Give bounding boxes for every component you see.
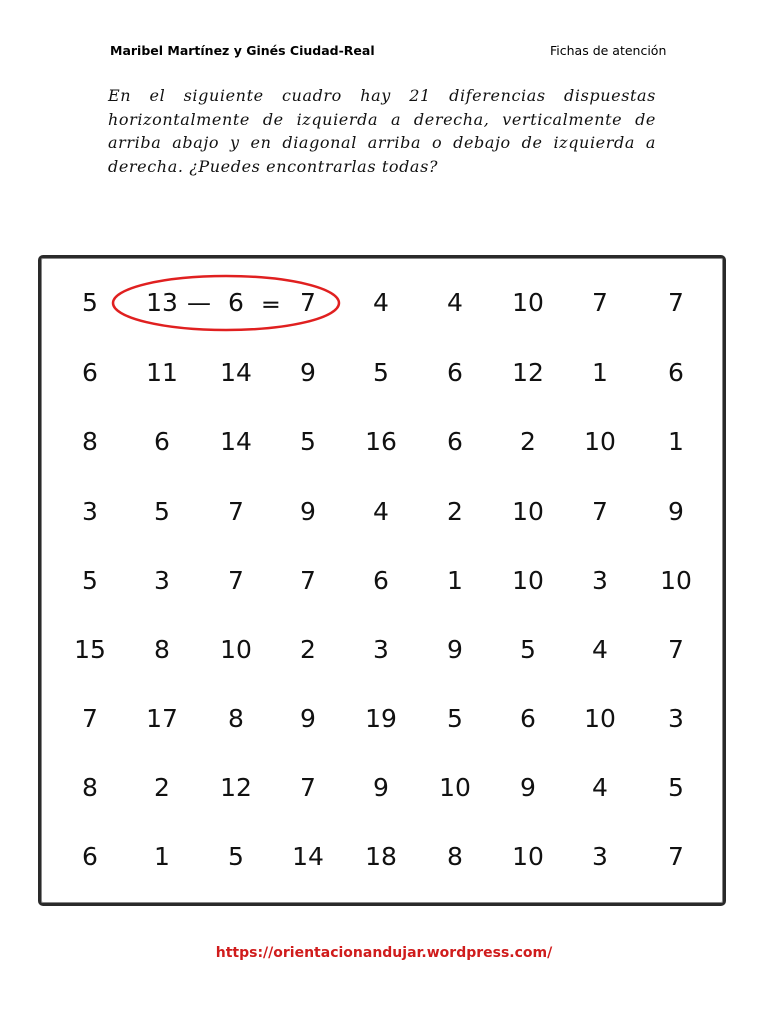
grid-cell[interactable]: 2 [447, 497, 463, 526]
grid-cell[interactable]: 6 [447, 427, 463, 456]
grid-cell[interactable]: 5 [82, 566, 98, 595]
grid-cell[interactable]: 11 [146, 358, 178, 387]
grid-cell[interactable]: 10 [512, 566, 544, 595]
grid-cell[interactable]: 9 [520, 773, 536, 802]
example-highlight-ellipse [113, 276, 339, 330]
grid-cell[interactable]: 8 [447, 842, 463, 871]
grid-cell[interactable]: 10 [660, 566, 692, 595]
grid-cell[interactable]: 4 [373, 288, 389, 317]
grid-cell[interactable]: 5 [447, 704, 463, 733]
grid-cell[interactable]: 12 [220, 773, 252, 802]
grid-cell[interactable]: 7 [300, 773, 316, 802]
grid-cell[interactable]: 2 [520, 427, 536, 456]
grid-cell[interactable]: 3 [592, 566, 608, 595]
grid-cell[interactable]: 14 [220, 427, 252, 456]
grid-cell[interactable]: 14 [292, 842, 324, 871]
grid-cell[interactable]: 8 [82, 427, 98, 456]
grid-cell[interactable]: 9 [300, 704, 316, 733]
grid-cell[interactable]: 6 [82, 842, 98, 871]
grid-cell[interactable]: 10 [584, 427, 616, 456]
grid-cell[interactable]: 8 [228, 704, 244, 733]
grid-cell[interactable]: 8 [82, 773, 98, 802]
grid-cell[interactable]: 9 [373, 773, 389, 802]
grid-cell[interactable]: 1 [668, 427, 684, 456]
grid-cell[interactable]: 7 [300, 288, 316, 317]
grid-cell[interactable]: 3 [373, 635, 389, 664]
grid-cell[interactable]: 14 [220, 358, 252, 387]
grid-cell[interactable]: 6 [82, 358, 98, 387]
grid-cell[interactable]: 1 [592, 358, 608, 387]
grid-cell[interactable]: 3 [154, 566, 170, 595]
instructions-line: arriba abajo y en diagonal arriba o debajo de izquierda a [108, 133, 656, 152]
grid-cell[interactable]: 5 [373, 358, 389, 387]
author-header: Maribel Martínez y Ginés Ciudad-Real [110, 43, 375, 58]
grid-cell[interactable]: 5 [520, 635, 536, 664]
grid-cell[interactable]: 10 [512, 497, 544, 526]
example-minus-sign: — [187, 289, 211, 317]
grid-cell[interactable]: 10 [512, 288, 544, 317]
grid-cell[interactable]: 3 [668, 704, 684, 733]
grid-cell[interactable]: 4 [447, 288, 463, 317]
grid-cell[interactable]: 10 [439, 773, 471, 802]
instructions-line: derecha. ¿Puedes encontrarlas todas? [108, 156, 439, 176]
grid-cell[interactable]: 6 [154, 427, 170, 456]
worksheet-series-header: Fichas de atención [550, 43, 667, 58]
grid-cell[interactable]: 10 [584, 704, 616, 733]
grid-cell[interactable]: 7 [668, 288, 684, 317]
grid-cell[interactable]: 10 [512, 842, 544, 871]
footer-url-link[interactable]: https://orientacionandujar.wordpress.com/ [215, 945, 553, 961]
grid-cell[interactable]: 3 [82, 497, 98, 526]
grid-cell[interactable]: 7 [592, 288, 608, 317]
grid-cell[interactable]: 6 [447, 358, 463, 387]
grid-cell[interactable]: 18 [365, 842, 397, 871]
grid-cell[interactable]: 7 [668, 842, 684, 871]
example-equals-sign: ═ [263, 291, 279, 319]
grid-cell[interactable]: 1 [154, 842, 170, 871]
instructions-line: horizontalmente de izquierda a derecha, verticalmente de [108, 109, 656, 129]
grid-cell[interactable]: 7 [228, 497, 244, 526]
grid-cell[interactable]: 7 [668, 635, 684, 664]
grid-cell[interactable]: 9 [447, 635, 463, 664]
grid-cell[interactable]: 3 [592, 842, 608, 871]
grid-cell[interactable]: 9 [668, 497, 684, 526]
grid-cell[interactable]: 7 [592, 497, 608, 526]
grid-cell[interactable]: 8 [154, 635, 170, 664]
grid-cell[interactable]: 6 [228, 288, 244, 317]
grid-cell[interactable]: 9 [300, 358, 316, 387]
grid-cell[interactable]: 5 [668, 773, 684, 802]
grid-cell[interactable]: 7 [228, 566, 244, 595]
grid-cell[interactable]: 4 [373, 497, 389, 526]
grid-cell[interactable]: 1 [447, 566, 463, 595]
grid-cell[interactable]: 19 [365, 704, 397, 733]
grid-cell[interactable]: 4 [592, 635, 608, 664]
grid-cell[interactable]: 15 [74, 635, 106, 664]
grid-cell[interactable]: 10 [220, 635, 252, 664]
grid-cell[interactable]: 2 [154, 773, 170, 802]
grid-cell[interactable]: 5 [154, 497, 170, 526]
grid-cell[interactable]: 7 [82, 704, 98, 733]
grid-cell[interactable]: 4 [592, 773, 608, 802]
grid-cell[interactable]: 5 [228, 842, 244, 871]
grid-cell[interactable]: 12 [512, 358, 544, 387]
grid-cell[interactable]: 16 [365, 427, 397, 456]
grid-cell[interactable]: 9 [300, 497, 316, 526]
grid-cell[interactable]: 2 [300, 635, 316, 664]
grid-cell[interactable]: 5 [300, 427, 316, 456]
grid-cell[interactable]: 6 [520, 704, 536, 733]
grid-cell[interactable]: 6 [668, 358, 684, 387]
grid-cell[interactable]: 13 [146, 288, 178, 317]
grid-cell[interactable]: 7 [300, 566, 316, 595]
grid-cell[interactable]: 17 [146, 704, 178, 733]
instructions-line: En el siguiente cuadro hay 21 diferencias dispuestas [108, 86, 656, 105]
grid-cell[interactable]: 6 [373, 566, 389, 595]
grid-cell[interactable]: 5 [82, 288, 98, 317]
